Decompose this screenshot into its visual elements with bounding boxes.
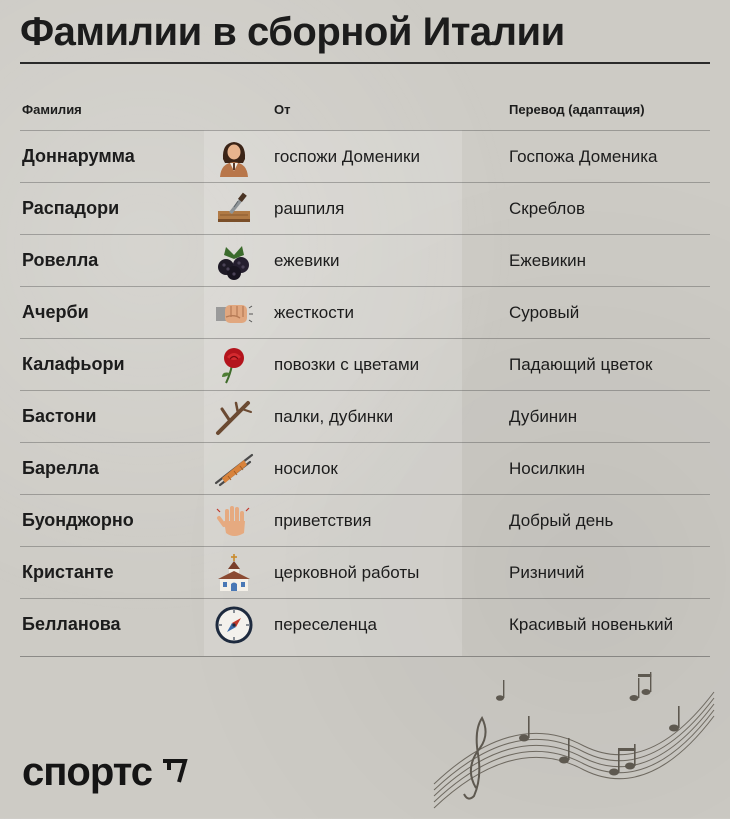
- table-bottom-divider: [20, 656, 710, 657]
- stick-icon: [214, 397, 254, 437]
- from-cell: палки, дубинки: [274, 407, 394, 426]
- woman-icon: [214, 137, 254, 177]
- header-from: От: [274, 102, 291, 117]
- header-translation: Перевод (адаптация): [509, 102, 645, 117]
- from-cell: церковной работы: [274, 563, 420, 582]
- translation-cell: Дубинин: [509, 407, 578, 426]
- from-cell: жесткости: [274, 303, 354, 322]
- translation-cell: Суровый: [509, 303, 580, 322]
- surname-cell: Калафьори: [22, 354, 125, 374]
- translation-cell: Добрый день: [509, 511, 614, 530]
- translation-cell: Ризничий: [509, 563, 585, 582]
- surname-cell: Ровелла: [22, 250, 99, 270]
- header-surname: Фамилия: [22, 102, 82, 117]
- from-cell: носилок: [274, 459, 338, 478]
- rasp-tool-icon: [214, 189, 254, 229]
- table-row: [20, 494, 710, 547]
- surname-cell: Буонджорно: [22, 510, 134, 530]
- table-row: [20, 442, 710, 495]
- church-icon: [214, 553, 254, 593]
- title-divider: [20, 62, 710, 64]
- from-cell: приветствия: [274, 511, 372, 530]
- table-row: [20, 234, 710, 287]
- table-row: [20, 182, 710, 235]
- from-cell: повозки с цветами: [274, 355, 420, 374]
- table-header: [0, 100, 730, 120]
- stretcher-icon: [214, 449, 254, 489]
- rose-icon: [214, 345, 254, 385]
- blackberry-icon: [214, 241, 254, 281]
- surname-cell: Распадори: [22, 198, 120, 218]
- surname-cell: Белланова: [22, 614, 121, 634]
- table-row: [20, 286, 710, 339]
- translation-cell: Ежевикин: [509, 251, 587, 270]
- from-cell: ежевики: [274, 251, 340, 270]
- surname-cell: Бастони: [22, 406, 97, 426]
- surname-cell: Барелла: [22, 458, 99, 478]
- surname-cell: Кристанте: [22, 562, 114, 582]
- translation-cell: Падающий цветок: [509, 355, 653, 374]
- from-cell: рашпиля: [274, 199, 345, 218]
- translation-cell: Госпожа Доменика: [509, 147, 658, 166]
- brand-logo: спортс: [22, 750, 153, 794]
- waving-hand-icon: [214, 501, 254, 541]
- table-row: [20, 338, 710, 391]
- table-row: [20, 546, 710, 599]
- table-row: [20, 390, 710, 443]
- logo-mark-icon: [160, 758, 188, 789]
- from-cell: переселенца: [274, 615, 377, 634]
- page-title: Фамилии в сборной Италии: [20, 10, 565, 54]
- from-cell: госпожи Доменики: [274, 147, 420, 166]
- music-notes-icon: [424, 668, 724, 819]
- surname-cell: Доннарумма: [22, 146, 135, 166]
- table-row: [20, 130, 710, 183]
- translation-cell: Красивый новенький: [509, 615, 674, 634]
- table-row: [20, 598, 710, 651]
- fist-icon: [214, 293, 254, 333]
- compass-icon: [214, 605, 254, 645]
- surname-cell: Ачерби: [22, 302, 89, 322]
- translation-cell: Носилкин: [509, 459, 585, 478]
- translation-cell: Скреблов: [509, 199, 586, 218]
